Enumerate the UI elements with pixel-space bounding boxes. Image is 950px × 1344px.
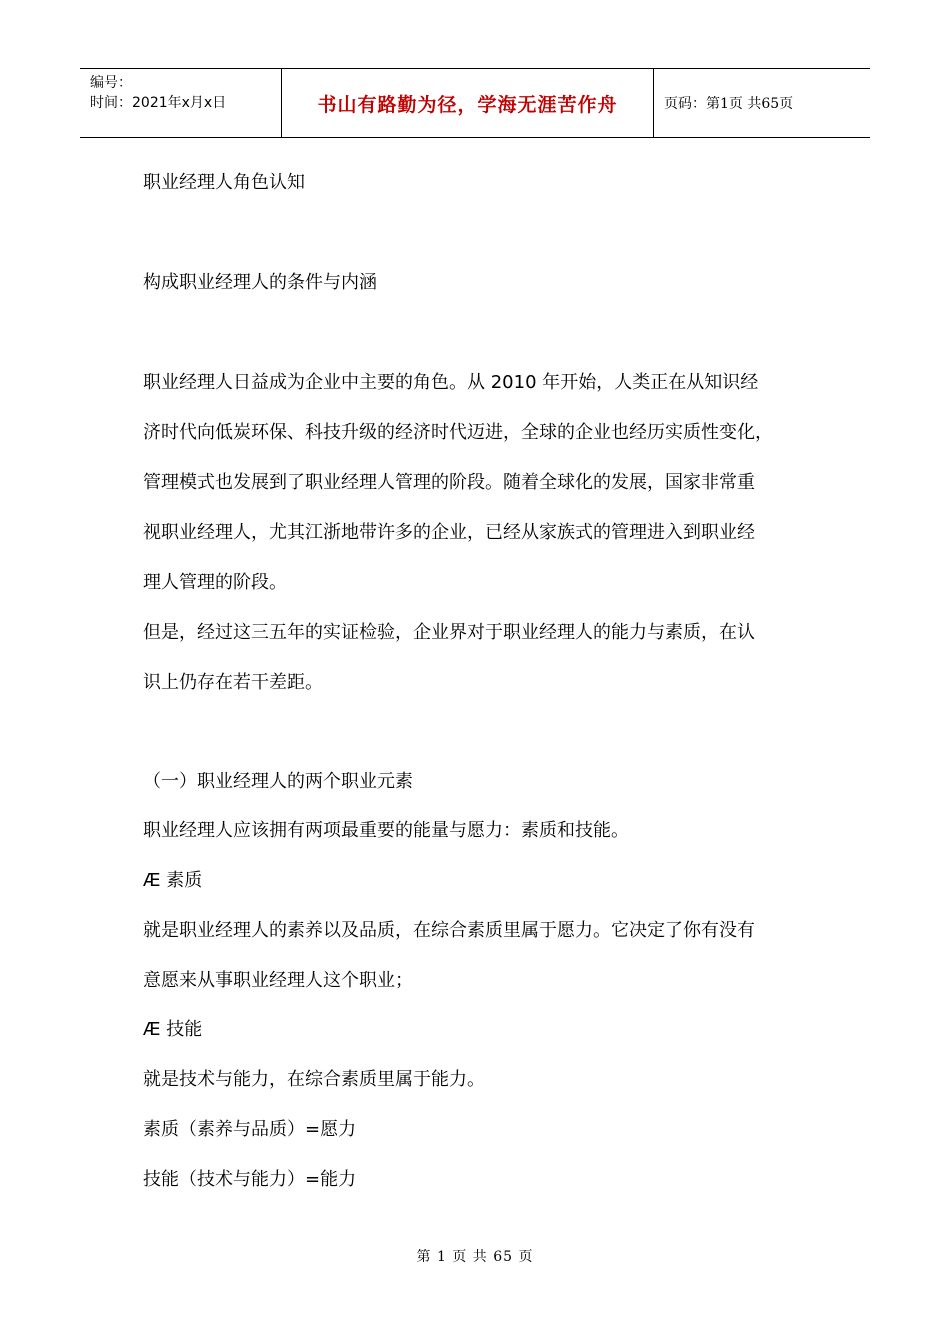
header-meta	[80, 69, 282, 137]
paragraph-line: 职业经理人应该拥有两项最重要的能量与愿力：素质和技能。	[143, 820, 629, 841]
paragraph-line: 职业经理人日益成为企业中主要的角色。从 2010 年开始，人类正在从知识经	[143, 372, 759, 393]
paragraph-line: 就是技术与能力，在综合素质里属于能力。	[143, 1069, 485, 1090]
paragraph-line: 意愿来从事职业经理人这个职业；	[143, 970, 413, 991]
paragraph-line: 识上仍存在若干差距。	[143, 672, 323, 693]
bullet-item: Æ 技能	[143, 1019, 203, 1040]
doc-title: 职业经理人角色认知	[143, 172, 305, 193]
header-motto: 书山有路勤为径，学海无涯苦作舟	[317, 93, 618, 116]
formula-line: 素质（素养与品质）=愿力	[143, 1119, 357, 1140]
paragraph-line: 济时代向低炭环保、科技升级的经济时代迈进，全球的企业也经历实质性变化，	[143, 422, 773, 443]
document-header	[80, 68, 870, 138]
bullet-item: Æ 素质	[143, 870, 203, 891]
page-footer: 第 1 页 共 65 页	[416, 1249, 534, 1265]
number-label: 编号：	[90, 75, 132, 91]
paragraph-line: 理人管理的阶段。	[143, 572, 287, 593]
section-heading: 构成职业经理人的条件与内涵	[143, 272, 377, 293]
header-page-info: 页码：第1页 共65页	[664, 96, 794, 112]
header-motto-cell	[282, 69, 654, 137]
time-label: 时间：2021年x月x日	[90, 95, 227, 111]
paragraph-line: 但是，经过这三五年的实证检验，企业界对于职业经理人的能力与素质，在认	[143, 622, 755, 643]
paragraph-line: 管理模式也发展到了职业经理人管理的阶段。随着全球化的发展，国家非常重	[143, 472, 755, 493]
formula-line: 技能（技术与能力）=能力	[143, 1169, 357, 1190]
paragraph-line: 就是职业经理人的素养以及品质，在综合素质里属于愿力。它决定了你有没有	[143, 920, 755, 941]
subsection-heading: （一）职业经理人的两个职业元素	[143, 771, 413, 792]
paragraph-line: 视职业经理人，尤其江浙地带许多的企业，已经从家族式的管理进入到职业经	[143, 522, 755, 543]
